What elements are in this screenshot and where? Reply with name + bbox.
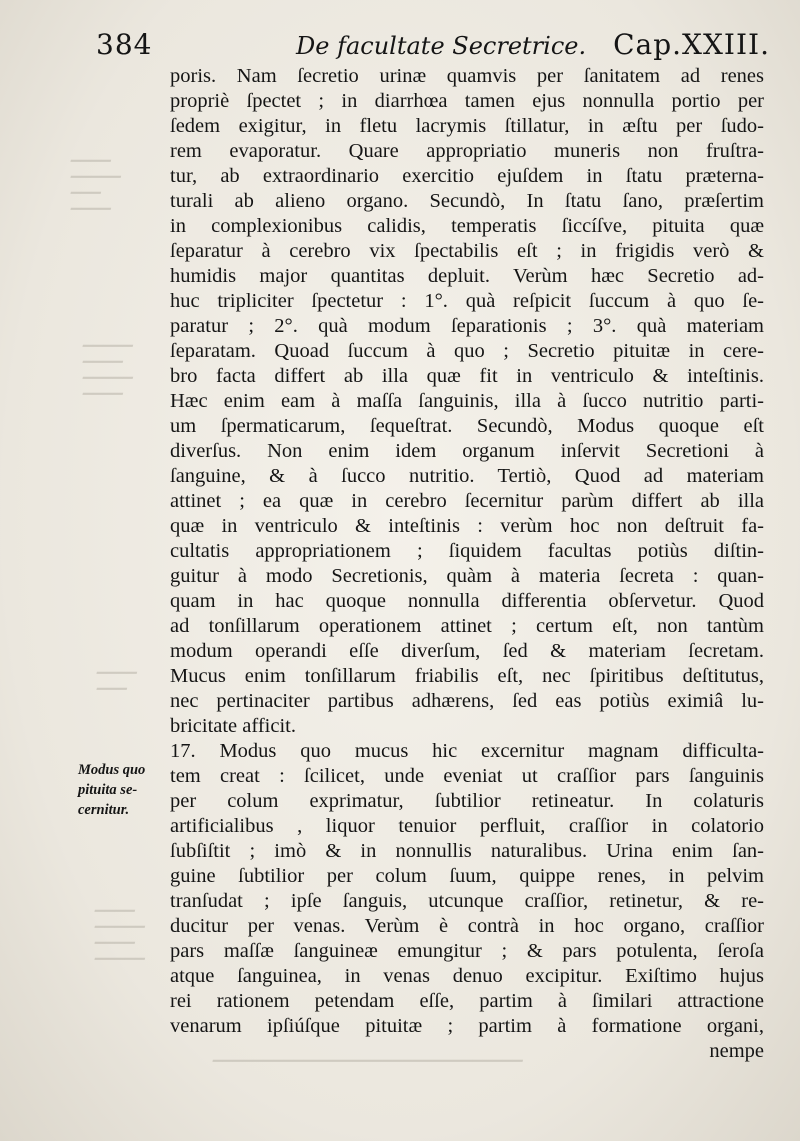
text-line: ducitur per venas. Verùm è contrà in hoc organo, craſſior bbox=[170, 915, 764, 937]
margin-note-line: Modus quo bbox=[78, 762, 146, 778]
text-line: rem evaporatur. Quare appropriatio muneris non fruſtra- bbox=[170, 140, 764, 162]
text-line: ad tonſillarum operationem attinet ; certum eſt, non tantùm bbox=[170, 615, 764, 637]
text-line: nempe bbox=[709, 1040, 764, 1062]
show-through-mark: ▔▔▔▔▔ ▔▔▔▔ ▔▔▔▔▔ ▔▔▔▔ bbox=[80, 345, 130, 408]
text-line: huc tripliciter ſpectetur : 1°. quà reſpicit ſuccum à quo ſe- bbox=[170, 290, 764, 312]
text-line: pars maſſæ ſanguineæ emungitur ; & pars potulenta, ſeroſa bbox=[170, 940, 764, 962]
text-line: poris. Nam ſecretio urinæ quamvis per ſanitatem ad renes bbox=[170, 65, 764, 87]
text-line: atque ſanguinea, in venas denuo excipitur. Exiſtimo hujus bbox=[170, 965, 764, 987]
text-line: Hæc enim eam à maſſa ſanguinis, illa à ſucco nutritio parti- bbox=[170, 390, 764, 412]
text-line: ſubſiſtit ; imò & in nonnullis naturalibus. Urina enim ſan- bbox=[170, 840, 764, 862]
text-line: guine ſubtilior per colum ſuum, quippe renes, in pelvim bbox=[170, 865, 764, 887]
text-line: quam in hac quoque nonnulla differentia obſervetur. Quod bbox=[170, 590, 764, 612]
text-line: guitur à modo Secretionis, quàm à materia ſecreta : quan- bbox=[170, 565, 764, 587]
text-line: venarum ipſiúſque pituitæ ; partim à formatione organi, bbox=[170, 1015, 764, 1037]
text-line: in complexionibus calidis, temperatis ſiccíſve, pituita quæ bbox=[170, 215, 764, 237]
text-line: bricitate afficit. bbox=[170, 715, 296, 737]
text-line: diverſus. Non enim idem organum inſervit Secretioni à bbox=[170, 440, 764, 462]
text-line: propriè ſpectet ; in diarrhœa tamen ejus nonnulla portio per bbox=[170, 90, 764, 112]
margin-note-line: cernitur. bbox=[78, 802, 130, 818]
running-title: De facultate Secretrice. bbox=[296, 32, 587, 60]
text-line: per colum exprimatur, ſubtilior retineatur. In colaturis bbox=[170, 790, 764, 812]
text-line: ſeparatur à cerebro vix ſpectabilis eſt ; in frigidis verò & bbox=[170, 240, 764, 262]
show-through-mark: ▔▔▔▔▔▔▔▔▔▔▔▔▔▔▔▔▔▔▔▔▔▔▔▔▔▔▔▔▔▔▔ bbox=[210, 1060, 520, 1075]
show-through-mark: ▔▔▔▔ ▔▔▔▔▔ ▔▔▔ ▔▔▔▔ bbox=[68, 160, 118, 223]
text-line: um ſpermaticarum, ſequeſtrat. Secundò, Modus quoque eſt bbox=[170, 415, 764, 437]
text-line: cultatis appropriationem ; ſiquidem facultas potiùs diſtin- bbox=[170, 540, 764, 562]
text-line: rei rationem petendam eſſe, partim à ſimilari attractione bbox=[170, 990, 764, 1012]
text-line: quæ in ventriculo & inteſtinis : verùm hoc non deſtruit fa- bbox=[170, 515, 764, 537]
text-line: tem creat : ſcilicet, unde eveniat ut craſſior pars ſanguinis bbox=[170, 765, 764, 787]
text-line: modum operandi eſſe diverſum, ſed & materiam ſecretam. bbox=[170, 640, 764, 662]
page-number: 384 bbox=[96, 28, 153, 61]
text-line: tranſudat ; ipſe ſanguis, utcunque craſſior, retinetur, & re- bbox=[170, 890, 764, 912]
text-line: humidis major quantitas depluit. Verùm hæc Secretio ad- bbox=[170, 265, 764, 287]
text-line: bro facta differt ab illa quæ fit in ventriculo & inteſtinis. bbox=[170, 365, 764, 387]
text-line: tur, ab extraordinario exercitio ejuſdem in ſtatu præterna- bbox=[170, 165, 764, 187]
margin-note-line: pituita se- bbox=[78, 782, 138, 798]
text-line: 17. Modus quo mucus hic excernitur magnam difficulta- bbox=[170, 740, 764, 762]
chapter-label: Cap.XXIII. bbox=[613, 28, 770, 61]
text-line: ſeparatam. Quoad ſuccum à quo ; Secretio pituitæ in cere- bbox=[170, 340, 764, 362]
text-line: Mucus enim tonſillarum friabilis eſt, nec ſpiritibus deſtitutus, bbox=[170, 665, 764, 687]
show-through-mark: ▔▔▔▔ ▔▔▔ bbox=[94, 672, 134, 703]
text-line: ſanguine, & à ſucco nutritio. Tertiò, Quod ad materiam bbox=[170, 465, 764, 487]
text-line: paratur ; 2°. quà modum ſeparationis ; 3°. quà materiam bbox=[170, 315, 764, 337]
text-line: attinet ; ea quæ in cerebro ſecernitur parùm differt ab illa bbox=[170, 490, 764, 512]
text-line: turali ab alieno organo. Secundò, In ſtatu ſano, præſertim bbox=[170, 190, 764, 212]
text-line: nec pertinaciter partibus adhærens, ſed eas potiùs eximiâ lu- bbox=[170, 690, 764, 712]
page-header bbox=[96, 28, 770, 68]
show-through-mark: ▔▔▔▔ ▔▔▔▔▔ ▔▔▔▔ ▔▔▔▔▔ bbox=[92, 910, 142, 973]
text-line: ſedem exigitur, in fletu lacrymis ſtillatur, in æſtu per ſudo- bbox=[170, 115, 764, 137]
text-line: artificialibus , liquor tenuior perfluit, craſſior in colatorio bbox=[170, 815, 764, 837]
margin-note bbox=[78, 760, 170, 820]
body-text bbox=[170, 64, 764, 1064]
